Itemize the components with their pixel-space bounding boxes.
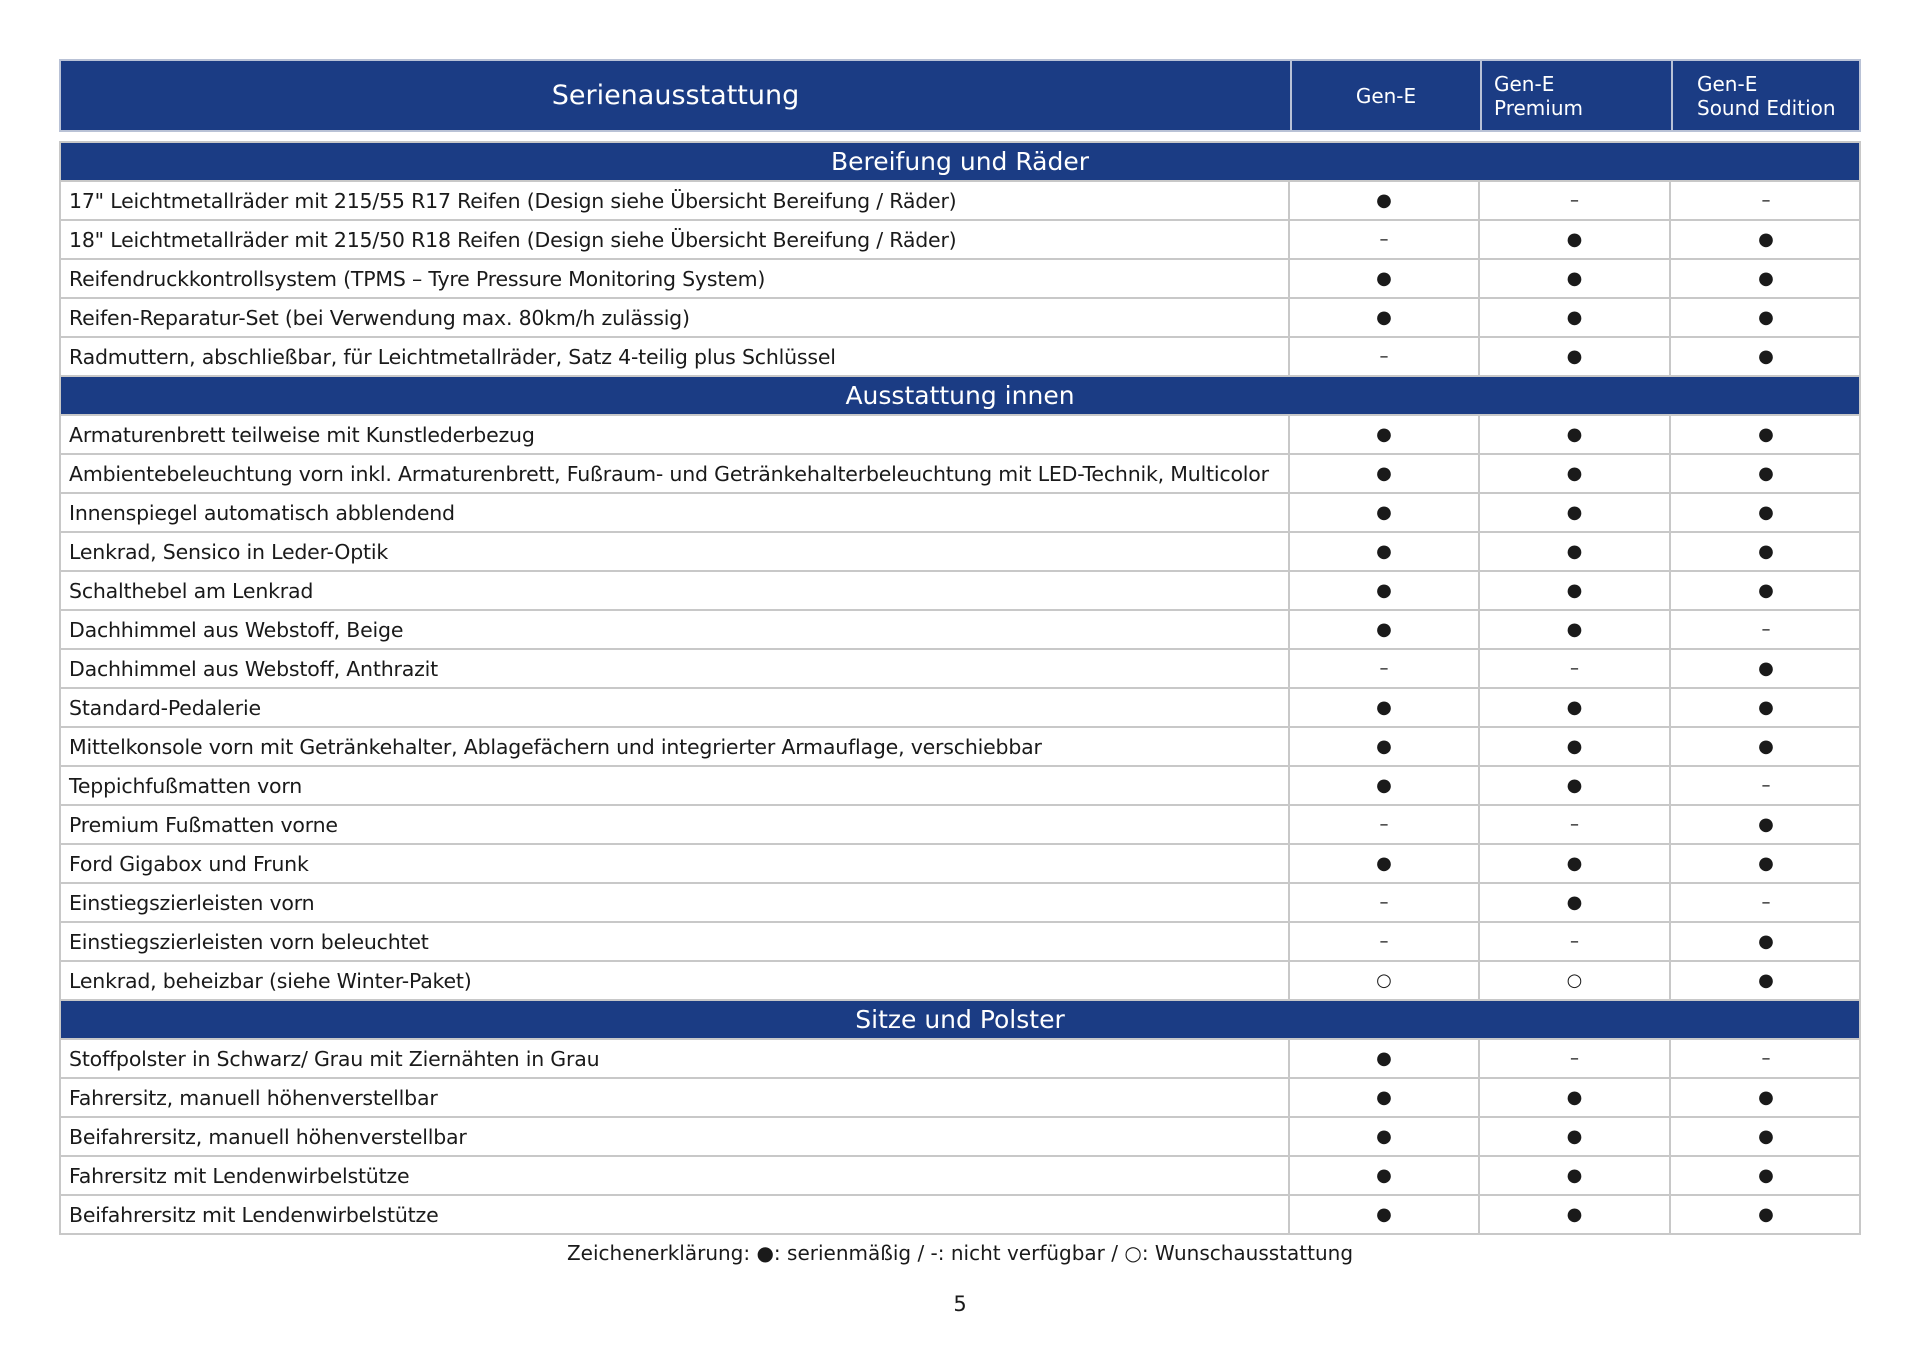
- table-row: [61, 1038, 1859, 1077]
- table-row: [61, 843, 1859, 882]
- table-row: [61, 414, 1859, 453]
- availability-cell: ●: [1478, 221, 1669, 258]
- table-body: [59, 141, 1861, 1235]
- availability-cell: ●: [1669, 533, 1861, 570]
- table-row: [61, 570, 1859, 609]
- availability-cell: –: [1478, 1040, 1669, 1077]
- availability-cell: ●: [1478, 767, 1669, 804]
- feature-label: Dachhimmel aus Webstoff, Anthrazit: [69, 656, 438, 681]
- availability-cell: ●: [1288, 845, 1478, 882]
- availability-cell: ●: [1478, 1196, 1669, 1233]
- equipment-table: [59, 59, 1861, 1235]
- availability-cell: ●: [1669, 845, 1861, 882]
- availability-cell: ●: [1669, 338, 1861, 375]
- legend: Zeichenerklärung: ●: serienmäßig / -: nicht verfügbar / ○: Wunschausstattung: [566, 1241, 1354, 1265]
- availability-cell: ●: [1288, 572, 1478, 609]
- availability-cell: ●: [1288, 728, 1478, 765]
- availability-cell: ●: [1288, 1196, 1478, 1233]
- availability-cell: ●: [1669, 728, 1861, 765]
- availability-cell: ●: [1669, 806, 1861, 843]
- table-row: [61, 687, 1859, 726]
- table-row: [61, 921, 1859, 960]
- table-row: [61, 531, 1859, 570]
- availability-cell: ●: [1478, 338, 1669, 375]
- availability-cell: ●: [1669, 416, 1861, 453]
- feature-label: Beifahrersitz mit Lendenwirbelstütze: [69, 1202, 439, 1227]
- availability-cell: ○: [1478, 962, 1669, 999]
- availability-cell: –: [1478, 650, 1669, 687]
- feature-label: Einstiegszierleisten vorn: [69, 890, 315, 915]
- availability-cell: ●: [1478, 1118, 1669, 1155]
- feature-label: 18" Leichtmetallräder mit 215/50 R18 Reifen (Design siehe Übersicht Bereifung / Räder): [69, 227, 957, 252]
- section-header: Sitze und Polster: [61, 999, 1859, 1038]
- table-row: [61, 648, 1859, 687]
- availability-cell: –: [1669, 767, 1861, 804]
- availability-cell: –: [1669, 1040, 1861, 1077]
- availability-cell: –: [1288, 806, 1478, 843]
- availability-cell: ●: [1288, 533, 1478, 570]
- availability-cell: ●: [1478, 533, 1669, 570]
- availability-cell: –: [1288, 884, 1478, 921]
- table-row: [61, 609, 1859, 648]
- availability-cell: ●: [1669, 1196, 1861, 1233]
- availability-cell: ●: [1478, 884, 1669, 921]
- availability-cell: ●: [1669, 650, 1861, 687]
- availability-cell: ●: [1478, 260, 1669, 297]
- availability-cell: ●: [1669, 689, 1861, 726]
- table-row: [61, 492, 1859, 531]
- availability-cell: ●: [1288, 1040, 1478, 1077]
- availability-cell: ●: [1478, 416, 1669, 453]
- table-row: [61, 1116, 1859, 1155]
- availability-cell: ●: [1669, 923, 1861, 960]
- availability-cell: ●: [1478, 1157, 1669, 1194]
- section-header: Bereifung und Räder: [61, 141, 1859, 180]
- availability-cell: ●: [1288, 182, 1478, 219]
- availability-cell: ●: [1669, 572, 1861, 609]
- table-header: [59, 59, 1861, 132]
- availability-cell: ●: [1288, 455, 1478, 492]
- availability-cell: ●: [1669, 299, 1861, 336]
- table-row: [61, 180, 1859, 219]
- feature-label: Teppichfußmatten vorn: [69, 773, 303, 798]
- page-number: 5: [953, 1292, 967, 1316]
- feature-label: Fahrersitz, manuell höhenverstellbar: [69, 1085, 438, 1110]
- availability-cell: ●: [1669, 494, 1861, 531]
- availability-cell: –: [1669, 884, 1861, 921]
- availability-cell: –: [1478, 182, 1669, 219]
- table-row: [61, 882, 1859, 921]
- availability-cell: ●: [1669, 455, 1861, 492]
- availability-cell: ●: [1478, 1079, 1669, 1116]
- availability-cell: –: [1669, 611, 1861, 648]
- availability-cell: –: [1288, 338, 1478, 375]
- availability-cell: ●: [1288, 299, 1478, 336]
- availability-cell: ●: [1288, 1118, 1478, 1155]
- table-row: [61, 1155, 1859, 1194]
- feature-label: Standard-Pedalerie: [69, 695, 261, 720]
- availability-cell: ●: [1288, 689, 1478, 726]
- availability-cell: ●: [1669, 1157, 1861, 1194]
- feature-label: Reifen-Reparatur-Set (bei Verwendung max. 80km/h zulässig): [69, 305, 690, 330]
- table-row: [61, 258, 1859, 297]
- availability-cell: ●: [1669, 1079, 1861, 1116]
- availability-cell: –: [1288, 923, 1478, 960]
- table-row: [61, 1077, 1859, 1116]
- feature-label: Innenspiegel automatisch abblendend: [69, 500, 455, 525]
- table-row: [61, 726, 1859, 765]
- column-header-gen-e-premium: Gen-E Premium: [1480, 61, 1671, 130]
- availability-cell: ●: [1288, 1157, 1478, 1194]
- table-title: Serienausstattung: [551, 79, 800, 111]
- feature-label: Beifahrersitz, manuell höhenverstellbar: [69, 1124, 467, 1149]
- feature-label: 17" Leichtmetallräder mit 215/55 R17 Reifen (Design siehe Übersicht Bereifung / Räder): [69, 188, 957, 213]
- table-row: [61, 1194, 1859, 1233]
- feature-label: Reifendruckkontrollsystem (TPMS – Tyre Pressure Monitoring System): [69, 266, 766, 291]
- column-header-gen-e-sound-edition: Gen-E Sound Edition: [1671, 61, 1863, 130]
- availability-cell: ●: [1478, 845, 1669, 882]
- availability-cell: –: [1478, 923, 1669, 960]
- feature-label: Schalthebel am Lenkrad: [69, 578, 314, 603]
- feature-label: Premium Fußmatten vorne: [69, 812, 338, 837]
- availability-cell: ●: [1669, 260, 1861, 297]
- availability-cell: ●: [1478, 299, 1669, 336]
- availability-cell: ●: [1478, 494, 1669, 531]
- feature-label: Ambientebeleuchtung vorn inkl. Armaturenbrett, Fußraum- und Getränkehalterbeleuchtung mit LED-Technik, Multicolor: [69, 461, 1269, 486]
- feature-label: Stoffpolster in Schwarz/ Grau mit Ziernähten in Grau: [69, 1046, 600, 1071]
- feature-label: Dachhimmel aus Webstoff, Beige: [69, 617, 404, 642]
- availability-cell: ●: [1478, 689, 1669, 726]
- availability-cell: ●: [1478, 572, 1669, 609]
- feature-label: Fahrersitz mit Lendenwirbelstütze: [69, 1163, 410, 1188]
- availability-cell: ●: [1478, 611, 1669, 648]
- column-header-gen-e: Gen-E: [1290, 61, 1480, 130]
- feature-label: Ford Gigabox und Frunk: [69, 851, 309, 876]
- availability-cell: ●: [1669, 962, 1861, 999]
- availability-cell: ●: [1288, 260, 1478, 297]
- table-row: [61, 336, 1859, 375]
- availability-cell: ●: [1288, 1079, 1478, 1116]
- availability-cell: ●: [1288, 611, 1478, 648]
- table-row: [61, 960, 1859, 999]
- table-row: [61, 219, 1859, 258]
- feature-label: Lenkrad, beheizbar (siehe Winter-Paket): [69, 968, 472, 993]
- table-row: [61, 453, 1859, 492]
- table-row: [61, 765, 1859, 804]
- availability-cell: –: [1669, 182, 1861, 219]
- feature-label: Armaturenbrett teilweise mit Kunstlederbezug: [69, 422, 535, 447]
- availability-cell: ●: [1478, 455, 1669, 492]
- availability-cell: ●: [1288, 767, 1478, 804]
- feature-label: Mittelkonsole vorn mit Getränkehalter, Ablagefächern und integrierter Armauflage, verschiebbar: [69, 734, 1042, 759]
- feature-label: Lenkrad, Sensico in Leder-Optik: [69, 539, 389, 564]
- availability-cell: ●: [1478, 728, 1669, 765]
- availability-cell: –: [1478, 806, 1669, 843]
- availability-cell: ●: [1288, 494, 1478, 531]
- feature-label: Einstiegszierleisten vorn beleuchtet: [69, 929, 429, 954]
- section-header: Ausstattung innen: [61, 375, 1859, 414]
- availability-cell: ●: [1288, 416, 1478, 453]
- table-row: [61, 297, 1859, 336]
- feature-label: Radmuttern, abschließbar, für Leichtmetallräder, Satz 4-teilig plus Schlüssel: [69, 344, 836, 369]
- availability-cell: ●: [1669, 221, 1861, 258]
- availability-cell: ●: [1669, 1118, 1861, 1155]
- availability-cell: –: [1288, 221, 1478, 258]
- availability-cell: ○: [1288, 962, 1478, 999]
- availability-cell: –: [1288, 650, 1478, 687]
- table-row: [61, 804, 1859, 843]
